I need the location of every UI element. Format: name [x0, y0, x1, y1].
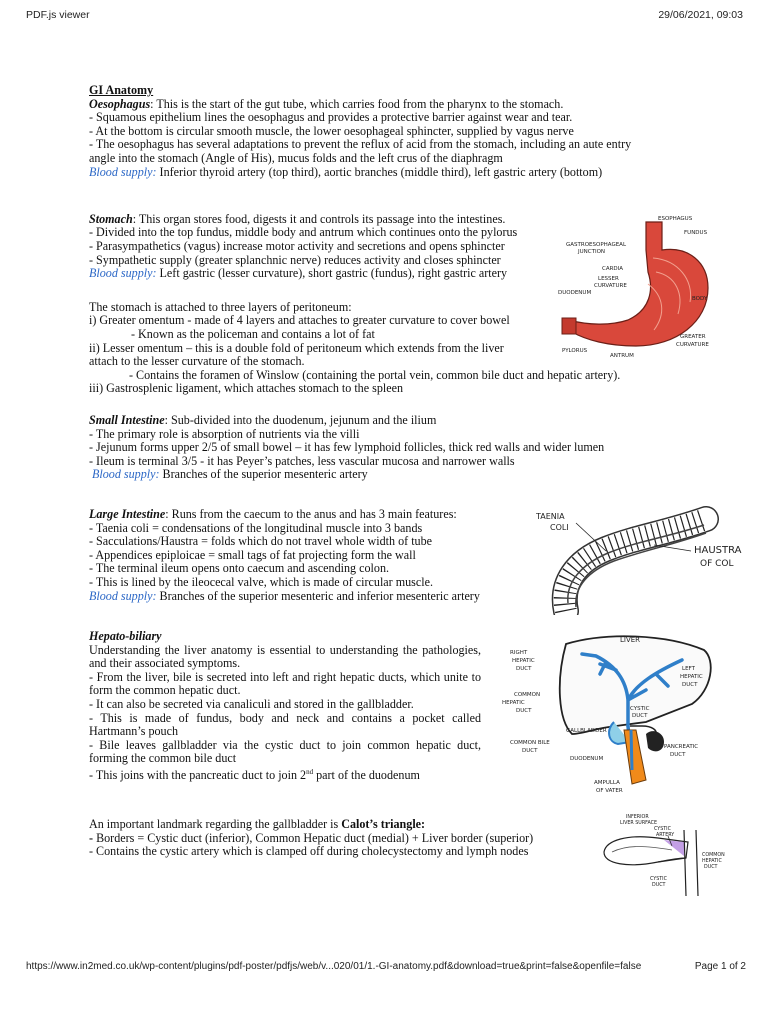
- calot-line: [89, 832, 599, 846]
- small-intestine-line: - Jejunum forms upper 2/5 of small bowel – it has few lymphoid follicles, thick red walls and wider lumen: [89, 440, 605, 455]
- small-intestine-line: - The primary role is absorption of nutrients via the villi: [89, 426, 360, 441]
- fig-label: HEPATIC: [502, 700, 525, 706]
- fig-label: CYSTIC: [630, 706, 650, 712]
- fig-label: LIVER SURFACE: [620, 821, 658, 826]
- fig-label: PYLORUS: [562, 348, 588, 354]
- peritoneum-line: attach to the lesser curvature of the stomach.: [89, 354, 305, 369]
- peritoneum-line: iii) Gastrosplenic ligament, which attaches stomach to the spleen: [89, 381, 404, 396]
- blood-supply-label: Blood supply:: [92, 467, 160, 482]
- fig-label: DUCT: [670, 752, 686, 758]
- oesophagus-line: - Squamous epithelium lines the oesophagus and provides a protective barrier against wear and tear.: [89, 110, 573, 125]
- fig-label: AMPULLA: [594, 780, 620, 786]
- blood-supply-label: Blood supply:: [89, 266, 157, 281]
- calot-line: - Contains the cystic artery which is clamped off during cholecystectomy and lymph nodes: [89, 844, 529, 859]
- fig-label: DUCT: [682, 682, 698, 688]
- calot-intro: [89, 818, 599, 832]
- bullet-dash: -: [89, 830, 97, 845]
- stomach-line: - Parasympathetics (vagus) increase motor activity and secretions and opens sphincter: [89, 238, 505, 253]
- fig-label: COMMON: [702, 853, 725, 858]
- fig-label: LIVER: [620, 636, 641, 644]
- small-intestine-blood-supply: [89, 468, 689, 482]
- oesophagus-heading: Oesophagus: [89, 96, 151, 111]
- fig-label: CYSTIC: [650, 877, 667, 882]
- stomach-heading: Stomach: [89, 211, 133, 226]
- fig-label: OF COL: [700, 559, 734, 569]
- small-intestine-section: [89, 414, 689, 482]
- large-intestine-line: - The terminal ileum opens onto caecum and ascending colon.: [89, 561, 390, 576]
- peritoneum-line: The stomach is attached to three layers of peritoneum:: [89, 299, 352, 314]
- fig-label: JUNCTION: [578, 249, 606, 255]
- blood-supply-label: Blood supply:: [89, 588, 157, 603]
- page-number: Page 1 of 2: [694, 961, 746, 972]
- fig-label: GREATER: [680, 334, 706, 340]
- biliary-illustration: [496, 630, 726, 796]
- fig-label: DUCT: [516, 708, 532, 714]
- oesophagus-intro: [89, 98, 689, 112]
- stomach-illustration: [558, 210, 733, 360]
- hepatobiliary-section: [89, 630, 481, 783]
- large-intestine-intro-text: : Runs from the caecum to the anus and has 3 main features:: [165, 507, 457, 521]
- fig-label: CARDIA: [602, 266, 624, 272]
- print-footer: [0, 961, 768, 981]
- pancreatic-duct-head: [646, 731, 664, 751]
- peritoneum-line: ii) Lesser omentum – this is a double fold of peritoneum which extends from the liver: [89, 340, 504, 355]
- fig-label: DUCT: [652, 883, 666, 888]
- fig-label: HEPATIC: [702, 859, 722, 864]
- fig-label: INFERIOR: [626, 815, 649, 820]
- blood-supply-text: Inferior thyroid artery (top third), aortic branches (middle third), left gastric artery (bottom): [156, 164, 603, 179]
- hepatobiliary-para: - From the liver, bile is secreted into left and right hepatic ducts, which unite to form the common hepatic duct.: [89, 669, 481, 698]
- duodenum: [624, 730, 646, 784]
- oesophagus-line: - At the bottom is circular smooth muscle, the lower oesophageal sphincter, supplied by vagus nerve: [89, 123, 574, 138]
- hepatobiliary-heading: Hepato-biliary: [89, 629, 162, 643]
- fig-label: CURVATURE: [676, 342, 709, 348]
- gallbladder-outline: [604, 837, 688, 865]
- small-intestine-intro-text: : Sub-divided into the duodenum, jejunum and the ilium: [164, 413, 437, 427]
- duodenum-stub: [562, 318, 576, 334]
- fig-label: PANCREATIC: [664, 744, 699, 750]
- fig-label: DUCT: [632, 713, 648, 719]
- fig-label: GALLBLADDER: [566, 728, 607, 734]
- fig-label: OF VATER: [596, 788, 623, 794]
- calot-illustration: [598, 812, 748, 896]
- hepatobiliary-para: - This is made of fundus, body and neck and contains a pocket called Hartmann’s pouch: [89, 710, 481, 739]
- colon-figure: [536, 503, 746, 615]
- stomach-line: - Sympathetic supply (greater splanchnic nerve) reduces activity and closes sphincter: [89, 252, 501, 267]
- fig-label: DUCT: [516, 666, 532, 672]
- stomach-figure: [558, 210, 733, 360]
- fig-label: GASTROESOPHAGEAL: [566, 242, 627, 248]
- oesophagus-line: - The oesophagus has several adaptations to prevent the reflux of acid from the stomach, including an aute entry: [89, 137, 632, 152]
- hepatobiliary-line: [89, 766, 481, 783]
- superscript: nd: [306, 767, 314, 776]
- document-title: GI Anatomy: [89, 83, 154, 97]
- hepatobiliary-line-text: part of the duodenum: [313, 767, 420, 782]
- small-intestine-heading: Small Intestine: [89, 413, 165, 427]
- fig-label: DUCT: [522, 748, 538, 754]
- stomach-line: - Divided into the top fundus, middle body and antrum which continues onto the pylorus: [89, 225, 518, 240]
- blood-supply-text: Branches of the superior mesenteric and inferior mesenteric artery: [156, 588, 480, 603]
- fig-label: COMMON BILE: [510, 740, 550, 746]
- blood-supply-text: Branches of the superior mesenteric artery: [159, 467, 368, 482]
- peritoneum-line: - Known as the policeman and contains a lot of fat: [131, 326, 375, 341]
- fig-label: ESOPHAGUS: [658, 216, 693, 222]
- print-datetime: 29/06/2021, 09:03: [658, 9, 743, 21]
- colon-illustration: [536, 503, 746, 615]
- calot-intro-text: An important landmark regarding the gallbladder is: [89, 817, 342, 831]
- fig-label: LESSER: [598, 276, 619, 282]
- fig-label: CURVATURE: [594, 283, 627, 289]
- common-bile-duct: [631, 730, 632, 770]
- stomach-shape: [568, 222, 708, 346]
- calot-section: [89, 818, 599, 859]
- calot-heading: Calot’s triangle:: [341, 817, 426, 831]
- browser-title: PDF.js viewer: [26, 9, 90, 21]
- hepatobiliary-line: - It can also be secreted via canaliculi and stored in the gallbladder.: [89, 696, 414, 711]
- blood-supply-text: Left gastric (lesser curvature), short gastric (fundus), right gastric artery: [156, 266, 508, 281]
- fig-label: LEFT: [682, 666, 695, 672]
- fig-label: DUODENUM: [570, 756, 604, 762]
- oesophagus-blood-supply: [89, 166, 689, 180]
- fig-label: ARTERY: [656, 833, 675, 838]
- fig-label: DUODENUM: [558, 290, 592, 296]
- oesophagus-intro-text: : This is the start of the gut tube, which carries food from the pharynx to the stomach.: [150, 96, 564, 111]
- hepatobiliary-para: Understanding the liver anatomy is essential to understanding the pathologies, and their associated symptoms.: [89, 642, 481, 671]
- small-intestine-intro: [89, 414, 689, 428]
- fig-label: ANTRUM: [610, 353, 634, 359]
- fig-label: HAUSTRA: [694, 545, 742, 556]
- small-intestine-line: - Ileum is terminal 3/5 - it has Peyer’s patches, less vascular mucosa and narrower walls: [89, 453, 515, 468]
- blood-supply-label: Blood supply:: [89, 164, 157, 179]
- stomach-intro-text: : This organ stores food, digests it and controls its passage into the intestines.: [132, 211, 506, 226]
- source-url: https://www.in2med.co.uk/wp-content/plugins/pdf-poster/pdfjs/web/v...020/01/1.-GI-anatomy.pdf&download=true&print=false&openfile=false: [26, 961, 642, 972]
- peritoneum-line: i) Greater omentum - made of 4 layers and attaches to greater curvature to cover bowel: [89, 313, 510, 328]
- large-intestine-line: - Sacculations/Haustra = folds which do not travel whole width of tube: [89, 534, 433, 549]
- peritoneum-line: - Contains the foramen of Winslow (containing the portal vein, common bile duct and hepatic artery).: [129, 367, 621, 382]
- fig-label: HEPATIC: [512, 658, 535, 664]
- hepatobiliary-para: - Bile leaves gallbladder via the cystic duct to join common hepatic duct, forming the common bile duct: [89, 737, 481, 766]
- large-intestine-heading: Large Intestine: [89, 507, 166, 521]
- calot-figure: [598, 812, 748, 896]
- oesophagus-line: angle into the stomach (Angle of His), mucus folds and the left crus of the diaphragm: [89, 150, 503, 165]
- fig-label: COMMON: [514, 692, 541, 698]
- calot-line-text: Borders = Cystic duct (inferior), Common Hepatic duct (medial) + Liver border (superior): [96, 830, 534, 845]
- fig-label: HEPATIC: [680, 674, 703, 680]
- common-hepatic-duct: [684, 830, 698, 896]
- fig-label: TAENIA: [536, 512, 565, 521]
- large-intestine-line: - Taenia coli = condensations of the longitudinal muscle into 3 bands: [89, 520, 423, 535]
- fig-label: FUNDUS: [684, 230, 708, 236]
- fig-label: CYSTIC: [654, 827, 671, 832]
- hepatobiliary-line-text: - This joins with the pancreatic duct to join 2: [89, 767, 307, 782]
- fig-label: BODY: [692, 296, 708, 302]
- large-intestine-line: - This is lined by the ileocecal valve, which is made of circular muscle.: [89, 574, 433, 589]
- biliary-figure: [496, 630, 726, 796]
- large-intestine-line: - Appendices epiploicae = small tags of fat projecting form the wall: [89, 547, 416, 562]
- print-header: [0, 0, 768, 28]
- fig-label: COLI: [550, 523, 569, 532]
- fig-label: RIGHT: [510, 650, 528, 656]
- fig-label: DUCT: [704, 865, 718, 870]
